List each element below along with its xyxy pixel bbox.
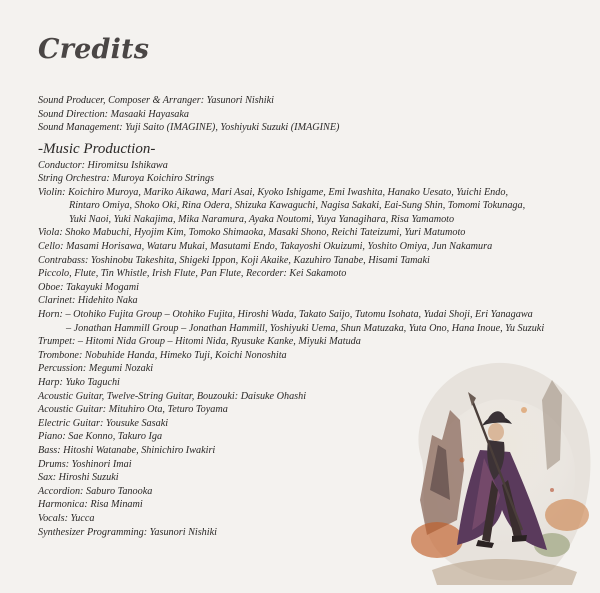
credit-line: Drums: Yoshinori Imai — [38, 458, 132, 470]
credit-line: Trombone: Nobuhide Handa, Himeko Tuji, Koichi Nonoshita — [38, 349, 287, 361]
credit-line: Sound Management: Yuji Saito (IMAGINE), Yoshiyuki Suzuki (IMAGINE) — [38, 122, 340, 134]
summary-credits — [38, 94, 339, 135]
credit-line: Piano: Sae Konno, Takuro Iga — [38, 431, 163, 443]
credit-line: Horn: – Otohiko Fujita Group – Otohiko Fujita, Hiroshi Wada, Takato Saijo, Tutomu Isohata, Yudai Shoji, Eri Yanagawa — [38, 309, 533, 321]
credit-line: Conductor: Hiromitsu Ishikawa — [38, 159, 168, 171]
credit-line: Oboe: Takayuki Mogami — [38, 281, 139, 293]
credit-line: Sound Producer, Composer & Arranger: Yasunori Nishiki — [38, 95, 274, 106]
credit-line: Synthesizer Programming: Yasunori Nishiki — [38, 526, 217, 538]
credit-line: Sax: Hiroshi Suzuki — [38, 472, 119, 484]
credit-line: Viola: Shoko Mabuchi, Hyojim Kim, Tomoko Shimaoka, Masaki Shono, Reichi Tateizumi, Yuri Matumoto — [38, 227, 466, 239]
credit-line: Contrabass: Yoshinobu Takeshita, Shigeki Ippon, Koji Akaike, Kazuhiro Tanabe, Hisami Tamaki — [38, 254, 430, 266]
credit-line: Percussion: Megumi Nozaki — [38, 363, 154, 375]
credit-line: Trumpet: – Hitomi Nida Group – Hitomi Nida, Ryusuke Kanke, Miyuki Matuda — [38, 336, 361, 348]
page-title: Credits — [38, 34, 150, 65]
credit-line: Harp: Yuko Taguchi — [38, 377, 120, 388]
section-heading-music-production: -Music Production- — [38, 141, 156, 157]
credit-line: Acoustic Guitar, Twelve-String Guitar, Bouzouki: Daisuke Ohashi — [38, 390, 307, 402]
credit-line: Acoustic Guitar: Mituhiro Ota, Teturo Toyama — [38, 404, 228, 416]
credit-line: Electric Guitar: Yousuke Sasaki — [38, 417, 169, 429]
credit-line: Cello: Masami Horisawa, Wataru Mukai, Masutami Endo, Takayoshi Okuizumi, Yoshito Omiya, Jun Nakamura — [38, 241, 493, 253]
traveler-illustration — [402, 340, 598, 590]
credit-line: Sound Direction: Masaaki Hayasaka — [38, 108, 189, 120]
credit-line: Accordion: Saburo Tanooka — [38, 485, 153, 497]
credit-line: Bass: Hitoshi Watanabe, Shinichiro Iwakiri — [38, 444, 216, 456]
credit-line: String Orchestra: Muroya Koichiro Strings — [38, 173, 215, 185]
credit-line: Violin: Koichiro Muroya, Mariko Aikawa, Mari Asai, Kyoko Ishigame, Emi Iwashita, Hanako Uesato, Yuichi Endo, — [38, 186, 509, 198]
credit-line: Piccolo, Flute, Tin Whistle, Irish Flute, Pan Flute, Recorder: Kei Sakamoto — [38, 268, 347, 280]
credit-line: – Jonathan Hammill Group – Jonathan Hammill, Yoshiyuki Uema, Shun Matuzaka, Yuta Ono, Hana Inoue, Yu Suzuki — [66, 322, 545, 334]
credit-line: Clarinet: Hidehito Naka — [38, 295, 138, 307]
credit-line: Vocals: Yucca — [38, 512, 95, 524]
credit-line: Rintaro Omiya, Shoko Oki, Rina Odera, Shizuka Kawaguchi, Nagisa Sakaki, Eai-Sung Shin, Tomomi Tokunaga, — [69, 200, 526, 212]
credit-line: Yuki Naoi, Yuki Nakajima, Mika Naramura, Ayaka Noutomi, Yuya Yanagihara, Risa Yamamoto — [69, 213, 455, 225]
credit-line: Harmonica: Risa Minami — [38, 499, 143, 511]
